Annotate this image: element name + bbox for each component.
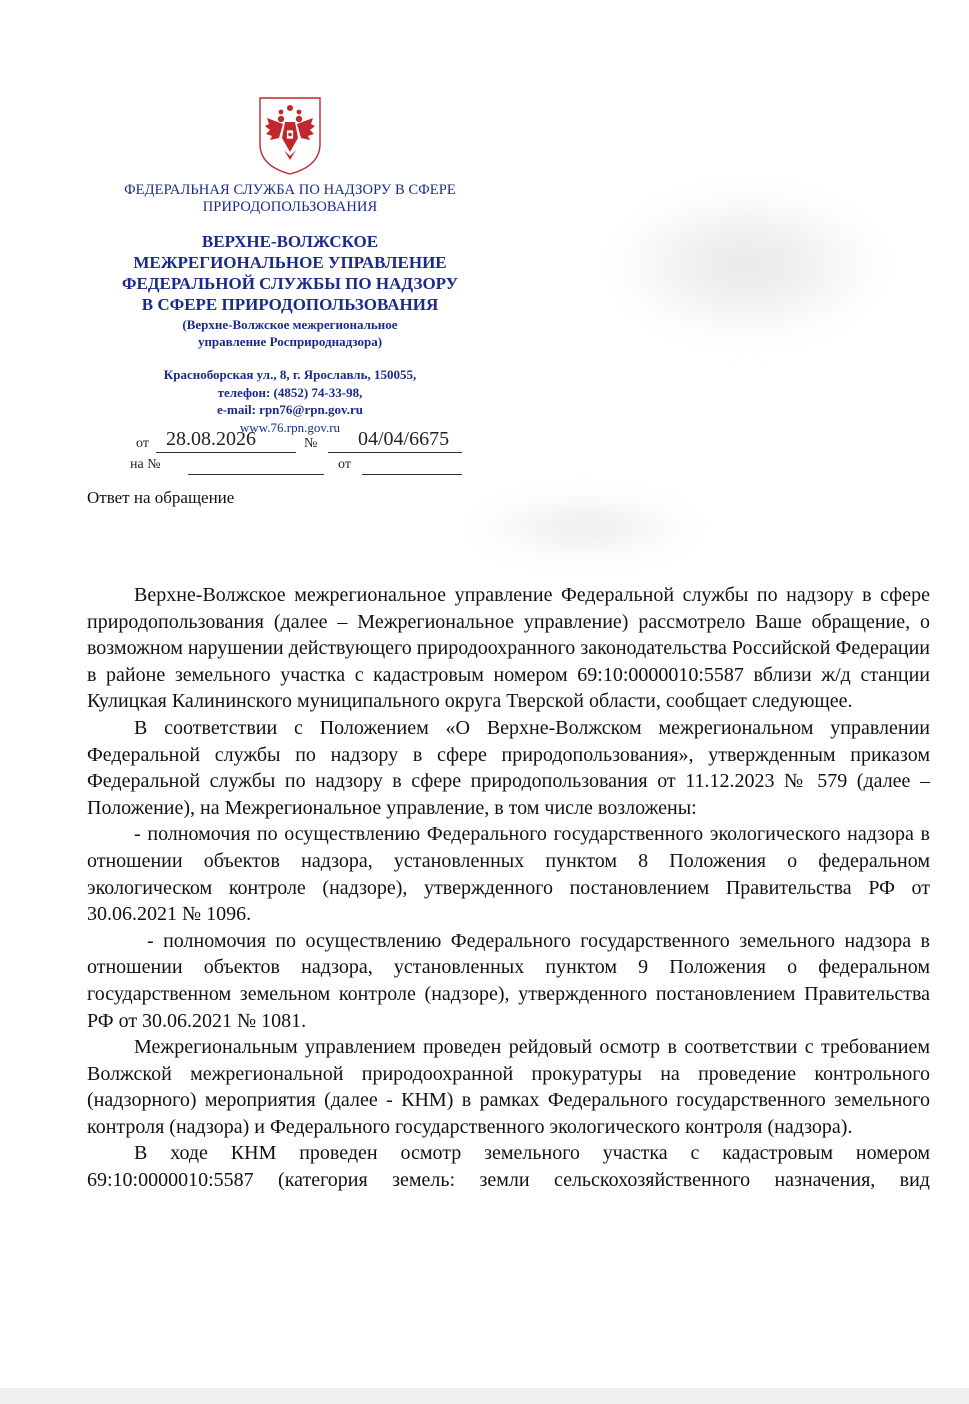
redacted-recipient-block [612, 190, 882, 340]
registration-date: 28.08.2026 [166, 428, 256, 450]
organization-line-4: В СФЕРЕ ПРИРОДОПОЛЬЗОВАНИЯ [141, 295, 439, 314]
email-address: e-mail: rpn76@rpn.gov.ru [216, 402, 364, 417]
organization-name [90, 231, 490, 315]
federal-service-heading [100, 182, 480, 216]
paragraph-5: Межрегиональным управлением проведен рейдовый осмотр в соответствии с требованием Волжской межрегиональной природоохранной прокуратуры на проведение контрольного (надзорного) мероприятия (далее - КНМ) в рамках Федерального государственного земельного контроля (надзора) и Федерального государственного экологического контроля (надзора). [87, 1036, 930, 1138]
website-address: www.76.rpn.gov.ru [239, 419, 341, 435]
federal-service-line-2: ПРИРОДОПОЛЬЗОВАНИЯ [202, 199, 378, 215]
paragraph-6: В ходе КНМ проведен осмотр земельного участка с кадастровым номером 69:10:0000010:5587 (категория земель: земли сельскохозяйственного назначения, вид [87, 1142, 930, 1192]
number-underline [328, 452, 462, 453]
paragraph-2: В соответствии с Положением «О Верхне-Волжском межрегиональном управлении Федеральной службы по надзору в сфере природопользования», утвержденным приказом Федеральной службы по надзору в сфере природопользования от 11.12.2023 № 579 (далее – Положение), на Межрегиональное управление, в том числе возложены: [87, 716, 930, 819]
paragraph-3: - полномочия по осуществлению Федерального государственного экологического надзора в отношении объектов надзора, установленных пунктом 8 Положения о федеральном экологическом контроле (надзоре), утвержденного постановлением Правительства РФ от 30.06.2021 № 1096. [87, 823, 930, 926]
organization-short-name [110, 316, 470, 350]
paragraph-4: - полномочия по осуществлению Федерального государственного земельного надзора в отношении объектов надзора, установленных пунктом 9 Положения о федеральном государственном земельном контроле (надзоре), утвержденного постановлением Правительства РФ от 30.06.2021 № 1081. [87, 929, 930, 1032]
reply-to-label: на № [130, 457, 161, 472]
letter-body [87, 582, 930, 1194]
organization-line-3: ФЕДЕРАЛЬНОЙ СЛУЖБЫ ПО НАДЗОРУ [121, 274, 459, 293]
reply-to-underline [188, 474, 324, 475]
letter-subject: Ответ на обращение [87, 488, 235, 507]
date-from-label: от [136, 436, 149, 451]
registration-number: 04/04/6675 [358, 428, 450, 450]
number-label: № [304, 436, 318, 451]
paragraph-1: Верхне-Волжское межрегиональное управление Федеральной службы по надзору в сфере природопользования (далее – Межрегиональное управление) рассмотрело Ваше обращение, о возможном нарушении действующего природоохранного законодательства Российской Федерации в районе земельного участка с кадастровым номером 69:10:0000010:5587 вблизи ж/д станции Кулицкая Калининского муниципального округа Тверской области, сообщает следующее. [87, 584, 930, 713]
organization-short-line-2: управление Росприроднадзора) [197, 334, 383, 349]
organization-line-1: ВЕРХНЕ-ВОЛЖСКОЕ [201, 232, 379, 251]
reply-from-label: от [338, 457, 351, 472]
organization-line-2: МЕЖРЕГИОНАЛЬНОЕ УПРАВЛЕНИЕ [133, 253, 447, 272]
postal-address: Красноборская ул., 8, г. Ярославль, 150055, [163, 367, 417, 382]
federal-service-line-1: ФЕДЕРАЛЬНАЯ СЛУЖБА ПО НАДЗОРУ В СФЕРЕ [124, 182, 456, 198]
russian-coat-of-arms-icon [252, 94, 328, 178]
phone-number: телефон: (4852) 74-33-98, [217, 384, 363, 400]
reply-from-underline [362, 474, 462, 475]
page-bottom-edge [0, 1388, 969, 1404]
redacted-salutation [470, 492, 700, 562]
organization-short-line-1: (Верхне-Волжское межрегиональное [182, 317, 398, 332]
contact-block [90, 366, 490, 436]
date-underline [156, 452, 296, 453]
